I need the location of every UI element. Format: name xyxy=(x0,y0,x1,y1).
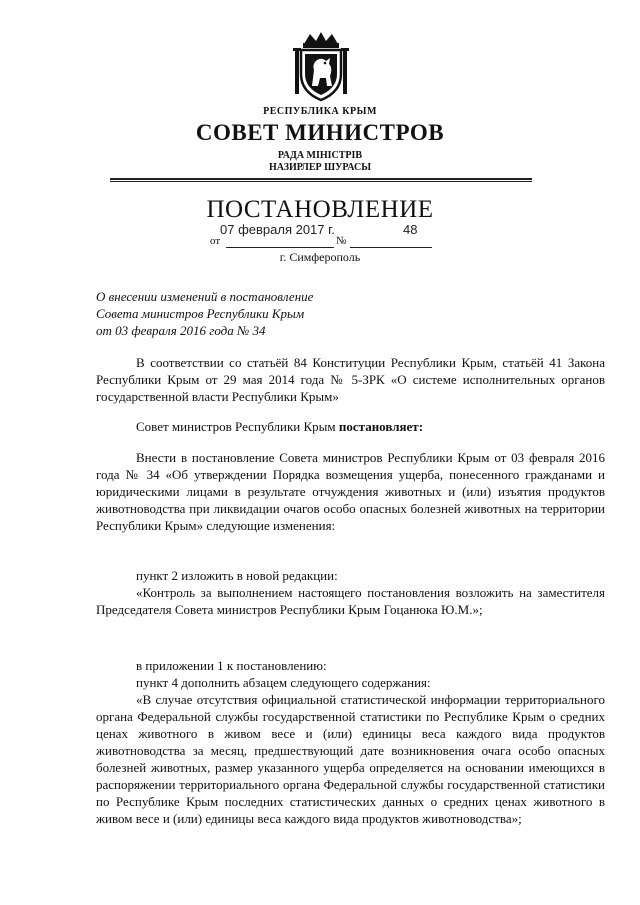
number-underline xyxy=(350,247,432,248)
item-4-text: «В случае отсутствия официальной статистической информации территориального органа Федеральной службы государственной статистики по Республике Крым о средних ценах животного в живом весе и (или) единицы веса каждого вида продуктов животноводства за месяц, предшествующий дате возникновения очага особо опасных болезней животных, размер указанного ущерба определяется на основании имеющихся в распоряжении территориального органа Федеральной службы государственной статистики по Республике Крым последних статистических данных о средних ценах животного в живом весе и (или) единицы веса каждого вида продуктов животноводства»; xyxy=(96,692,605,826)
decree-number: 48 xyxy=(403,222,418,237)
decree-date: 07 февраля 2017 г. xyxy=(220,222,335,237)
appendix-heading: в приложении 1 к постановлению: xyxy=(136,658,327,673)
republic-name: РЕСПУБЛИКА КРЫМ xyxy=(263,106,377,117)
item-2-heading: пункт 2 изложить в новой редакции: xyxy=(136,568,338,583)
item-4-heading: пункт 4 дополнить абзацем следующего содержания: xyxy=(136,675,431,690)
council-name: СОВЕТ МИНИСТРОВ xyxy=(195,120,445,145)
resolve-text: Совет министров Республики Крым xyxy=(136,419,339,434)
city: г. Симферополь xyxy=(279,250,361,264)
resolve-paragraph xyxy=(96,418,605,435)
header-rule-thin xyxy=(110,181,532,182)
council-name-crimean-tatar: НАЗИРЛЕР ШУРАСЫ xyxy=(268,162,372,173)
appendix-section xyxy=(96,657,605,827)
subject-line: О внесении изменений в постановление xyxy=(96,289,314,304)
number-label: № xyxy=(336,235,347,247)
council-name-ukrainian: РАДА МІНІСТРІВ xyxy=(277,150,363,161)
preamble-paragraph: В соответствии со статьёй 84 Конституции Республики Крым, статьёй 41 Закона Республики Крым от 29 мая 2014 года № 5-ЗРК «О системе исполнительных органов государственной власти Республики Крым» xyxy=(96,355,605,404)
subject-heading xyxy=(96,288,313,339)
council-name-translations xyxy=(0,150,640,174)
subject-line: Совета министров Республики Крым xyxy=(96,306,305,321)
resolve-keyword: постановляет: xyxy=(338,419,424,434)
subject-line: от 03 февраля 2016 года № 34 xyxy=(96,323,266,338)
header-rule-thick xyxy=(110,178,532,180)
date-underline xyxy=(226,247,334,248)
crimea-coat-of-arms-icon xyxy=(292,30,350,102)
item-2-text: «Контроль за выполнением настоящего постановления возложить на заместителя Председателя Совета министров Республики Крым Гоцанюка Ю.М.»; xyxy=(96,585,605,617)
amendment-intro-paragraph: Внести в постановление Совета министров Республики Крым от 03 февраля 2016 года № 34 «Об утверждении Порядка возмещения ущерба, понесенного гражданами и юридическими лицами в результате отчуждения животных и (или) изъятия продуктов животноводства при ликвидации очагов особо опасных болезней животных на территории Республики Крым» следующие изменения: xyxy=(96,450,605,533)
item-2-section xyxy=(96,567,605,618)
document-type-title: ПОСТАНОВЛЕНИЕ xyxy=(206,196,434,223)
date-label: от xyxy=(210,235,221,247)
